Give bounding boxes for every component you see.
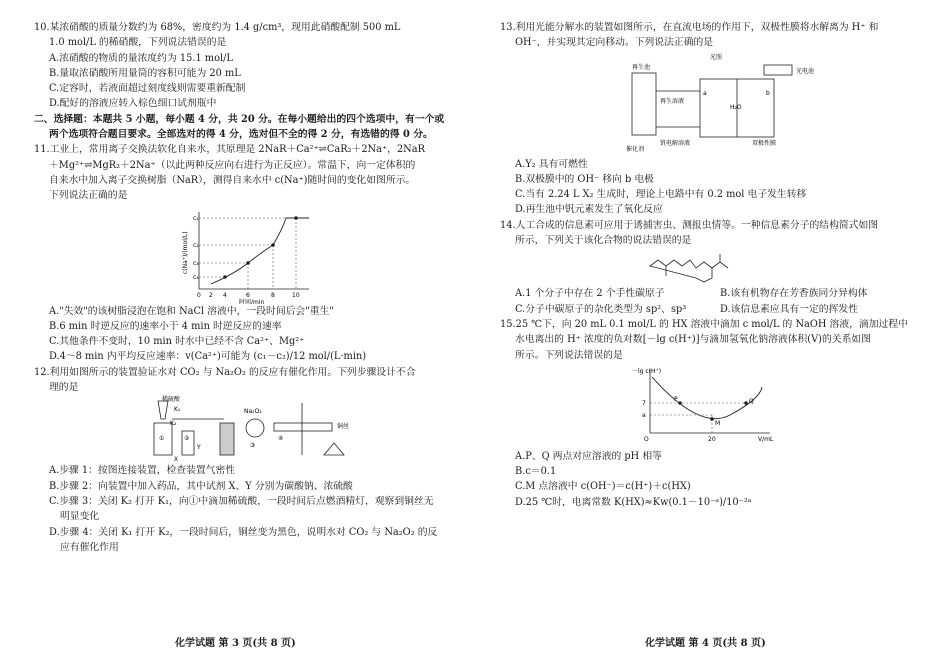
photocell	[764, 65, 792, 75]
y-level-label: c₄	[193, 273, 199, 281]
q11-chart	[34, 204, 464, 304]
label-water: H₂O	[730, 103, 742, 111]
data-point	[294, 216, 298, 220]
data-point	[246, 261, 250, 265]
label-electrode-a: a	[703, 89, 707, 97]
right-footer: 化学试题 第 4 页(共 8 页)	[645, 638, 766, 649]
q15-stem-line: 所示。下列说法错误的是	[515, 349, 623, 361]
q14-option-a: A.1 个分子中存在 2 个手性碳原子	[515, 288, 665, 300]
q10-option-a: A.浓硝酸的物质的量浓度约为 15.1 mol/L	[49, 52, 233, 64]
q11-option-d: D.4～8 min 内平均反应速率：v(Ca²⁺)可能为 (c₁－c₂)/12 mol/(L·min)	[49, 351, 367, 363]
question-14	[500, 218, 925, 317]
q10-option-c: C.定容时，若液面超过刻度线则需要重新配制	[49, 83, 246, 95]
x-tick-label: 6	[246, 291, 250, 299]
titration-curve	[652, 377, 762, 419]
q15-stem-line: 水电离出的 H⁺ 浓度的负对数[－lg c(H⁺)]与滴加氢氧化钠溶液体积(V)的关系如图	[515, 334, 871, 346]
q12-stem-line: 理的是	[49, 382, 79, 394]
q12-option-a: A.步骤 1：按图连接装置，检查装置气密性	[49, 465, 236, 477]
sphere-vessel	[246, 419, 264, 437]
concentration-curve	[211, 218, 309, 284]
label-catalyst: 催化剂	[626, 145, 645, 153]
label-y: Y	[197, 444, 201, 452]
x-axis-label: 时间/min	[239, 298, 265, 304]
label-1: ①	[159, 435, 165, 443]
regeneration-tank	[632, 73, 656, 135]
q15-option-c: C.M 点溶液中 c(OH⁻)＝c(H⁺)＋c(HX)	[515, 481, 691, 493]
q13-stem-line: 13.利用光能分解水的装置如图所示，在直流电场的作用下，双极性膜将水解离为 H⁺ 和	[500, 22, 879, 33]
q14-structure	[500, 248, 925, 286]
label-3: ③	[250, 442, 256, 450]
data-point	[223, 275, 227, 279]
q13-option-c: C.当有 2.24 L X₂ 生成时，理论上电路中有 0.2 mol 电子发生转移	[515, 189, 807, 201]
section-2-line: 两个选项符合题目要求。全部选对的得 4 分，选对但不全的得 2 分，有选错的得 0 分。	[49, 129, 433, 141]
section-2-line: 二、选择题：本题共 5 小题，每小题 4 分，共 20 分。在每小题给出的四个选项中，有一个或	[34, 113, 445, 125]
q12-option-c-cont: 明显变化	[60, 511, 100, 523]
q11-stem-line: 下列说法正确的是	[49, 190, 128, 202]
q15-chart-svg	[500, 363, 925, 449]
y-level-label: c₂	[193, 241, 199, 249]
q12-apparatus-svg	[34, 395, 464, 463]
q10-stem-line: 1.0 mol/L 的稀硝酸，下列说法错误的是	[49, 37, 227, 49]
label-vanadium-solution: 钒电解溶液	[660, 139, 691, 147]
molecule-skeleton	[650, 254, 728, 282]
dropping-funnel	[158, 401, 168, 419]
x-tick-label: 0	[197, 291, 201, 299]
y-tick-a: a	[642, 411, 646, 419]
q13-option-b: B.双极膜中的 OH⁻ 移向 b 电极	[515, 173, 654, 185]
q11-stem-line: 自来水中加入离子交换树脂（NaR），测得自来水中 c(Na⁺)随时间的变化如图所示。	[49, 174, 416, 186]
q15-option-a: A.P、Q 两点对应溶液的 pH 相等	[515, 450, 662, 462]
point-m	[710, 417, 714, 421]
label-p: P	[674, 395, 678, 403]
drying-tube	[220, 423, 234, 455]
origin-label: O	[644, 435, 649, 443]
left-footer: 化学试题 第 3 页(共 8 页)	[175, 638, 296, 649]
q10-stem-line: 10.某浓硝酸的质量分数约为 68%，密度约为 1.4 g/cm³，现用此硝酸配制 500 mL	[34, 22, 401, 33]
q14-options-row	[500, 286, 925, 301]
right-page	[500, 20, 925, 510]
label-2: ②	[184, 435, 190, 443]
q14-option-d: D.该信息素应具有一定的挥发性	[720, 303, 858, 315]
q11-chart-svg	[34, 204, 464, 304]
label-na2o2: Na₂O₂	[244, 408, 262, 416]
section-2-heading	[34, 112, 464, 143]
q13-option-d: D.再生池中钒元素发生了氧化反应	[515, 204, 663, 216]
x-tick-label: 8	[271, 291, 275, 299]
x-axis-label: V/mL	[758, 435, 774, 443]
q12-option-d-cont: 应有催化作用	[60, 541, 119, 553]
label-k2: K₂	[170, 420, 177, 428]
point-p	[678, 401, 682, 405]
y-level-label: c₁	[193, 214, 199, 222]
q11-stem-line: 11.工业上，常用离子交换法软化自来水，其原理是 2NaR＋Ca²⁺⇌CaR₂＋2Na⁺，2NaR	[34, 144, 425, 156]
question-13	[500, 20, 925, 218]
x-tick-label: 10	[292, 291, 300, 299]
data-point	[271, 243, 275, 247]
label-bipolar-membrane: 双极性膜	[752, 139, 777, 147]
q15-option-b: B.c＝0.1	[515, 466, 557, 478]
q13-apparatus-svg	[500, 51, 925, 157]
y-axis-label: c(Na⁺)/(mol/L)	[182, 231, 189, 274]
q14-structure-svg	[500, 248, 925, 286]
label-photocell: 光电池	[796, 67, 815, 75]
q15-chart	[500, 363, 925, 449]
q13-stem-line: OH⁻，并实现其定向移动。下列说法正确的是	[515, 37, 714, 49]
label-x: X	[174, 456, 179, 464]
q13-option-a: A.Y₂ 具有可燃性	[515, 158, 588, 170]
q12-stem-line: 12.利用如图所示的装置验证水对 CO₂ 与 Na₂O₂ 的反应有催化作用。下列步骤设计不合	[34, 366, 416, 378]
label-dilute-acid: 稀硫酸	[162, 396, 181, 404]
x-tick-label: 4	[223, 291, 227, 299]
q10-option-d: D.配好的溶液应转入棕色细口试剂瓶中	[49, 98, 217, 110]
y-level-label: c₃	[193, 259, 199, 267]
label-4: ④	[278, 435, 284, 443]
q11-option-c: C.其他条件不变时，10 min 时水中已经不含 Ca²⁺、Mg²⁺	[49, 336, 305, 348]
q14-option-c: C.分子中碳原子的杂化类型为 sp²、sp³	[515, 303, 687, 315]
reaction-tube	[274, 423, 332, 431]
q12-option-d: D.步骤 4：关闭 K₁ 打开 K₂，一段时间后，铜丝变为黑色，说明水对 CO₂ 与 Na₂O₂ 的反	[49, 526, 438, 538]
label-q: Q	[749, 397, 754, 405]
q14-options-row	[500, 302, 925, 317]
label-regen-solution: 再生溶液	[660, 97, 685, 105]
point-q	[744, 401, 748, 405]
label-k1: K₁	[174, 406, 181, 414]
q14-stem-line: 14.人工合成的信息素可应用于诱捕害虫、测报虫情等。一种信息素分子的结构简式如图	[500, 219, 879, 231]
q11-stem-line: ＋Mg²⁺⇌MgR₂＋2Na⁺（以此两种反应向右进行为正反应）。常温下，向一定体积的	[49, 159, 416, 171]
question-15	[500, 317, 925, 510]
q15-stem-line: 15.25 ℃下，向 20 mL 0.1 mol/L 的 HX 溶液中滴加 c mol/L 的 NaOH 溶液，滴加过程中	[500, 318, 908, 330]
label-copper: 铜丝	[337, 423, 350, 431]
x-tick-20: 20	[708, 435, 716, 443]
label-regeneration-tank: 再生池	[632, 63, 651, 71]
q12-option-c: C.步骤 3：关闭 K₂ 打开 K₁，向①中滴加稀硫酸，一段时间后点燃酒精灯，观察到铜丝无	[49, 495, 434, 507]
label-light: 光照	[710, 53, 723, 61]
q14-option-b: B.该有机物存在芳香族同分异构体	[720, 288, 868, 300]
q14-stem-line: 所示，下列关于该化合物的说法错误的是	[515, 235, 692, 247]
label-electrode-b: b	[766, 89, 770, 97]
x-tick-label: 2	[209, 291, 213, 299]
q11-option-a: A."失效"的该树脂浸泡在饱和 NaCl 溶液中，一段时间后会"重生"	[49, 305, 334, 317]
y-tick-7: 7	[642, 399, 646, 407]
q12-option-b: B.步骤 2：向装置中加入药品，其中试剂 X、Y 分别为碳酸钠、浓硫酸	[49, 480, 353, 492]
question-10	[34, 20, 464, 112]
q11-option-b: B.6 min 时逆反应的速率小于 4 min 时逆反应的速率	[49, 320, 282, 332]
question-12	[34, 365, 464, 555]
q13-apparatus	[500, 51, 925, 157]
label-m: M	[715, 419, 721, 427]
question-11	[34, 142, 464, 364]
alcohol-lamp	[324, 443, 344, 455]
q10-option-b: B.量取浓硝酸所用量筒的容积可能为 20 mL	[49, 67, 241, 79]
q15-option-d: D.25 ℃时，电离常数 K(HX)≈Kw(0.1－10⁻ᵃ)/10⁻²ᵃ	[515, 496, 752, 508]
left-page	[34, 20, 464, 555]
q12-apparatus	[34, 395, 464, 463]
y-axis-label: －lg c(H⁺)	[632, 367, 662, 375]
